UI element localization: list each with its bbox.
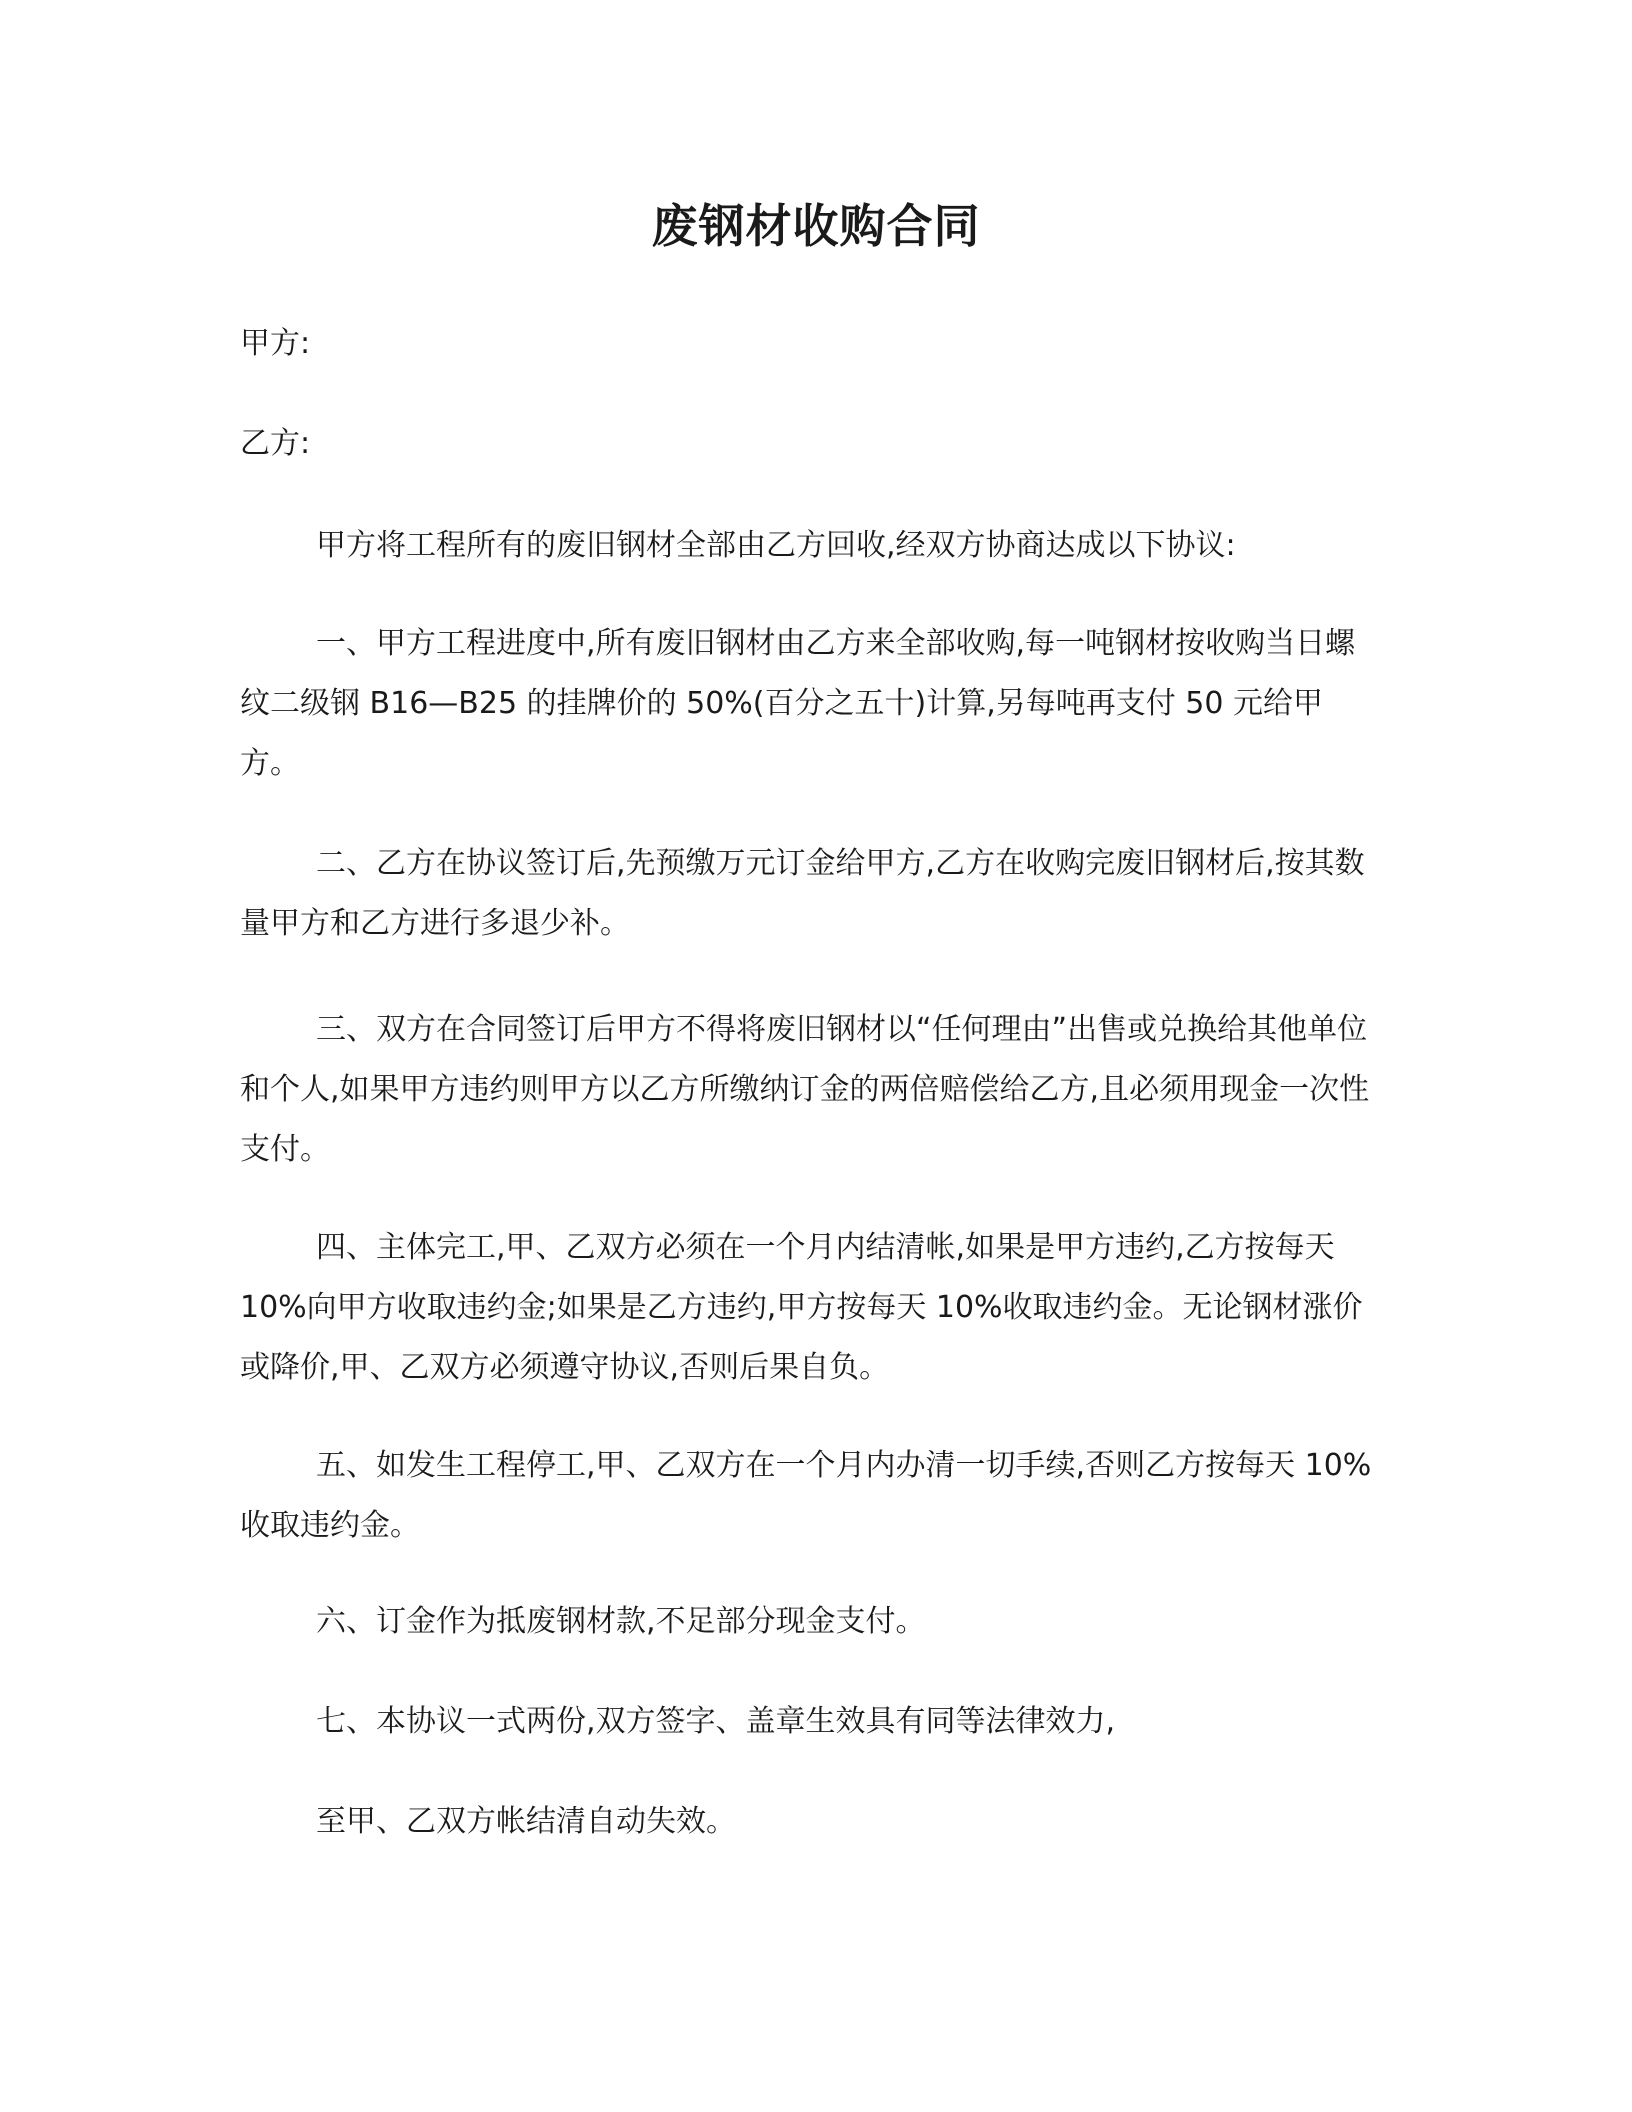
party-b-label: 乙方: bbox=[240, 426, 311, 461]
clause-1: 一、甲方工程进度中,所有废旧钢材由乙方来全部收购,每一吨钢材按收购当日螺纹二级钢 B16—B25 的挂牌价的 50%(百分之五十)计算,另每吨再支付 50 元给甲方。 bbox=[240, 626, 1356, 781]
intro-paragraph: 甲方将工程所有的废旧钢材全部由乙方回收,经双方协商达成以下协议: bbox=[316, 528, 1236, 563]
clause-4: 四、主体完工,甲、乙双方必须在一个月内结清帐,如果是甲方违约,乙方按每天 10%向甲方收取违约金;如果是乙方违约,甲方按每天 10%收取违约金。无论钢材涨价或降价,甲、乙双方必须遵守协议,否则后果自负。 bbox=[240, 1230, 1363, 1385]
party-a-label: 甲方: bbox=[240, 326, 311, 361]
clause-7: 七、本协议一式两份,双方签字、盖章生效具有同等法律效力, bbox=[316, 1704, 1116, 1739]
document-title: 废钢材收购合同 bbox=[651, 199, 981, 253]
clause-5: 五、如发生工程停工,甲、乙双方在一个月内办清一切手续,否则乙方按每天 10%收取违约金。 bbox=[240, 1448, 1372, 1543]
closing-line: 至甲、乙双方帐结清自动失效。 bbox=[316, 1804, 736, 1839]
clause-2: 二、乙方在协议签订后,先预缴万元订金给甲方,乙方在收购完废旧钢材后,按其数量甲方和乙方进行多退少补。 bbox=[240, 846, 1365, 941]
clause-3: 三、双方在合同签订后甲方不得将废旧钢材以“任何理由”出售或兑换给其他单位和个人,如果甲方违约则甲方以乙方所缴纳订金的两倍赔偿给乙方,且必须用现金一次性支付。 bbox=[240, 1012, 1370, 1167]
clause-6: 六、订金作为抵废钢材款,不足部分现金支付。 bbox=[316, 1604, 926, 1639]
